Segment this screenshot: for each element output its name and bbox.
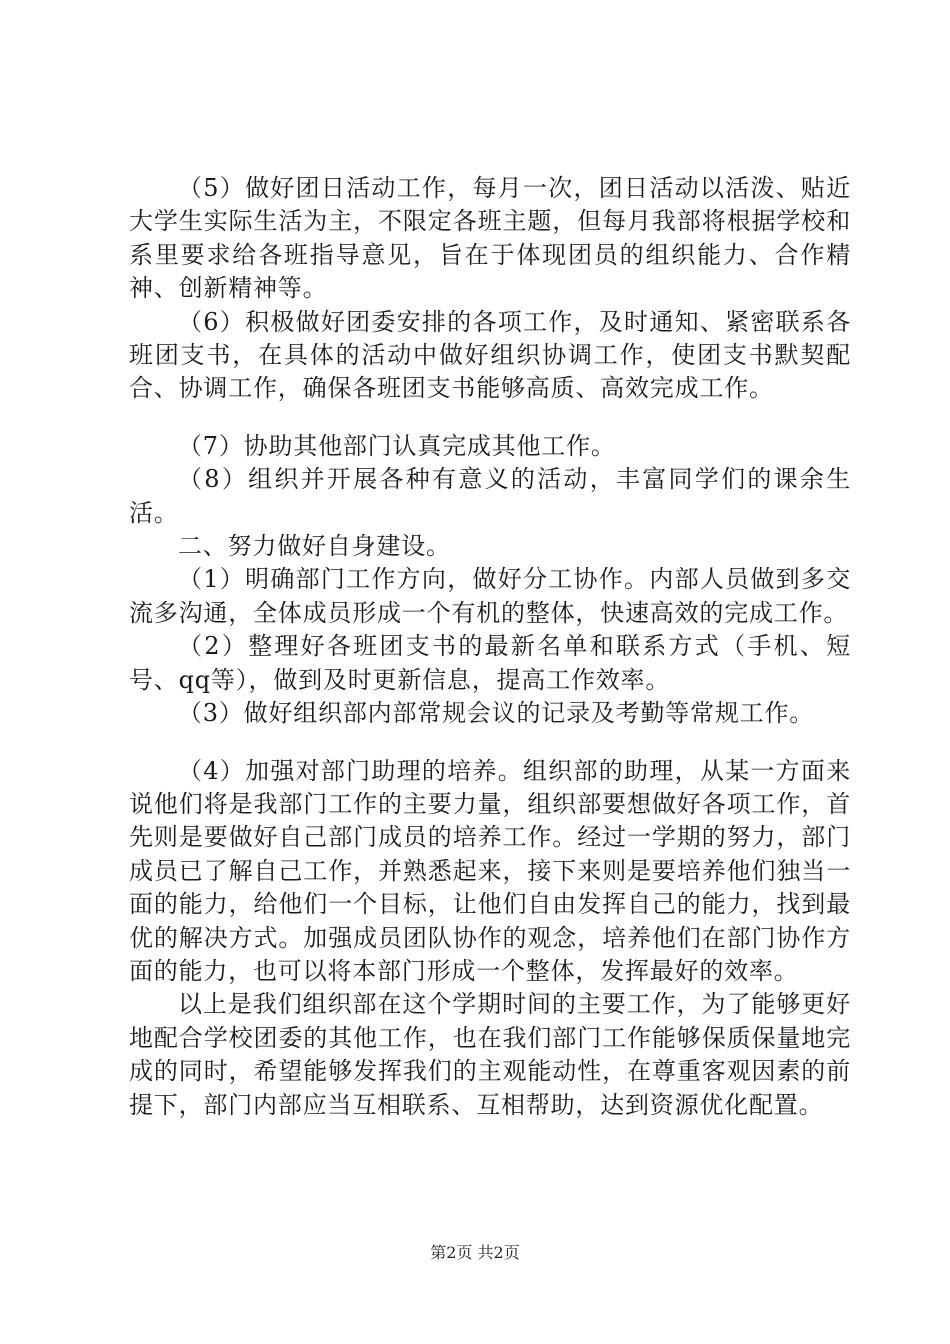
paragraph-spacer <box>129 731 851 755</box>
paragraph-spacer <box>129 406 851 430</box>
page-number-footer: 第2页 共2页 <box>430 1243 520 1262</box>
paragraph-item-6: （6）积极做好团委安排的各项工作，及时通知、紧密联系各班团支书，在具体的活动中做好组织协调工作，使团支书默契配合、协调工作，确保各班团支书能够高质、高效完成工作。 <box>129 307 851 403</box>
paragraph-item-7: （7）协助其他部门认真完成其他工作。 <box>178 431 616 460</box>
section-heading-self-building: 二、努力做好自身建设。 <box>178 532 451 561</box>
paragraph-item-2: （2）整理好各班团支书的最新名单和联系方式（手机、短号、qq等），做到及时更新信息，提高工作效率。 <box>129 632 851 694</box>
paragraph-item-5: （5）做好团日活动工作，每月一次，团日活动以活泼、贴近大学生实际生活为主，不限定各班主题，但每月我部将根据学校和系里要求给各班指导意见，旨在于体现团员的组织能力、合作精神、创新精神等。 <box>129 174 851 303</box>
paragraph-conclusion: 以上是我们组织部在这个学期时间的主要工作，为了能够更好地配合学校团委的其他工作，也在我们部门工作能够保质保量地完成的同时，希望能够发挥我们的主观能动性，在尊重客观因素的前提下，部门内部应当互相联系、互相帮助，达到资源优化配置。 <box>129 990 851 1119</box>
paragraph-item-8: （8）组织并开展各种有意义的活动，丰富同学们的课余生活。 <box>129 465 851 527</box>
paragraph-item-3: （3）做好组织部内部常规会议的记录及考勤等常规工作。 <box>178 699 815 728</box>
document-body <box>129 172 851 1122</box>
paragraph-item-4: （4）加强对部门助理的培养。组织部的助理，从某一方面来说他们将是我部门工作的主要力量，组织部要想做好各项工作，首先则是要做好自己部门成员的培养工作。经过一学期的努力，部门成员已了解自己工作，并熟悉起来，接下来则是要培养他们独当一面的能力，给他们一个目标，让他们自由发挥自己的能力，找到最优的解决方式。加强成员团队协作的观念，培养他们在部门协作方面的能力，也可以将本部门形成一个整体，发挥最好的效率。 <box>129 756 851 985</box>
paragraph-item-1: （1）明确部门工作方向，做好分工协作。内部人员做到多交流多沟通，全体成员形成一个有机的整体，快速高效的完成工作。 <box>129 565 851 627</box>
